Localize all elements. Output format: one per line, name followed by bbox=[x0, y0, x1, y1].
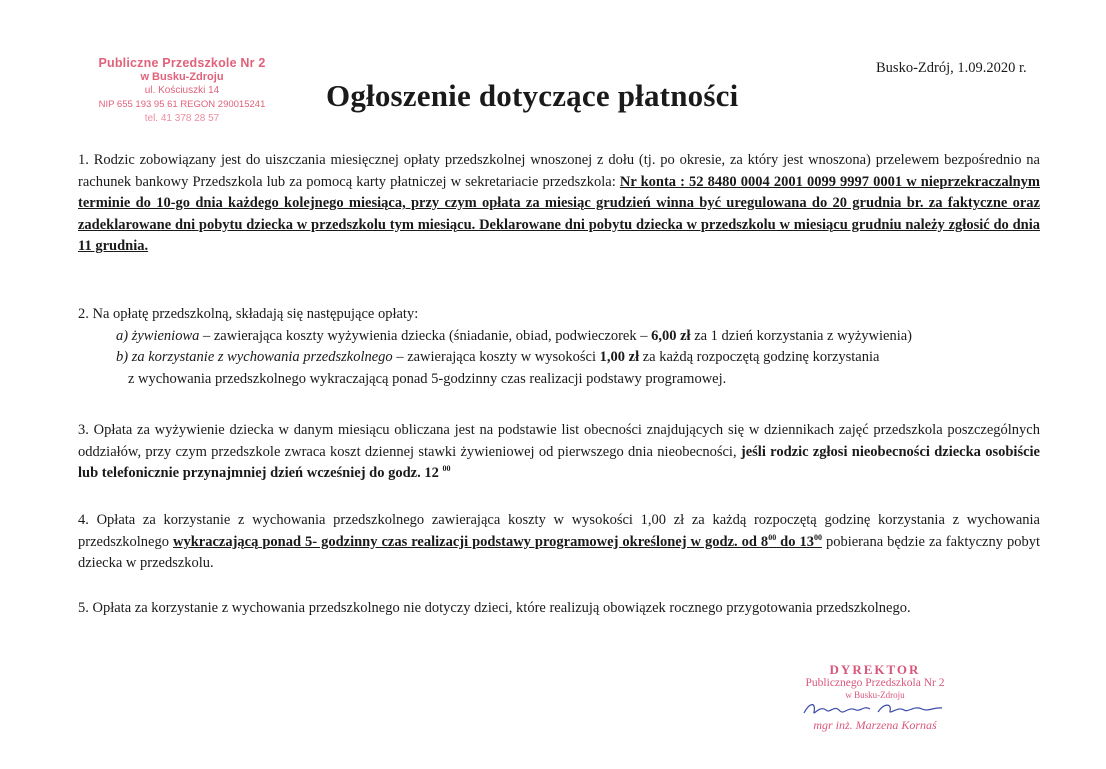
director-name: mgr inż. Marzena Kornaś bbox=[813, 718, 937, 732]
meal-rate: 6,00 zł bbox=[651, 327, 691, 344]
section-2 bbox=[78, 304, 1040, 390]
section-2-intro: 2. Na opłatę przedszkolną, składają się następujące opłaty: bbox=[78, 306, 419, 322]
stamp-city: w Busku-Zdroju bbox=[140, 71, 224, 83]
signature-scribble-icon bbox=[800, 700, 950, 718]
hours-rule: wykraczającą ponad 5- godzinny czas realizacji podstawy programowej określonej w godz. od 8 bbox=[172, 533, 769, 550]
time-superscript: 00 bbox=[442, 464, 451, 474]
stamp-street: ul. Kościuszki 14 bbox=[144, 85, 220, 96]
city-date: Busko-Zdrój, 1.09.2020 r. bbox=[876, 60, 1027, 76]
section-3 bbox=[78, 420, 1040, 485]
director-title: DYREKTOR bbox=[829, 662, 921, 677]
section-4: 4. Opłata za korzystanie z wychowania przedszkolnego zawierająca koszty w wysokości 1,00 zł za każdą rozpoczętą godzinę korzystania z wychowania przedszkolnego wykraczającą ponad 5- godzinny czas realizacji podstawy programowej określonej w godz. od $8^{00}$ do $13^{00}$ pobierana będzie za faktyczny pobyt dziecka w przedszkolu. bbox=[78, 512, 1040, 571]
fee-item-b-continued: z wychowania przedszkolnego wykraczającą ponad 5-godzinny czas realizacji podstawy programowej. bbox=[128, 370, 727, 387]
fee-item-b: b) za korzystanie z wychowania przedszkolnego – zawierająca koszty w wysokości 1,00 zł za każdą rozpoczętą godzinę korzystania bbox=[116, 349, 880, 365]
section-1-text: 1. Rodzic zobowiązany jest do uiszczania miesięcznej opłaty przedszkolnej wnoszonej z dołu (tj. po okresie, za który jest wnoszona) przelewem bezpośrednio na rachunek bankowy Przedszkola lub za pomocą karty płatniczej w sekretariacie przedszkola: bbox=[78, 152, 1040, 190]
director-school: Publicznego Przedszkola Nr 2 bbox=[805, 677, 945, 689]
stamp-school-name: Publiczne Przedszkole Nr 2 bbox=[98, 56, 266, 70]
director-city: w Busku-Zdroju bbox=[845, 690, 905, 700]
hourly-rate: 1,00 zł bbox=[599, 349, 640, 365]
fee-item-b-label: b) za korzystanie z wychowania przedszkolnego bbox=[116, 349, 393, 365]
stamp-phone: tel. 41 378 28 57 bbox=[144, 113, 220, 124]
absence-notice-rule: jeśli rodzic zgłosi nieobecności dziecka osobiście lub telefonicznie przynajmniej dzień wcześniej do godz. 12 bbox=[78, 443, 1040, 481]
stamp-ids: NIP 655 193 95 61 REGON 290015241 bbox=[98, 99, 266, 110]
section-1 bbox=[78, 150, 1040, 258]
fee-item-a: a) żywieniowa – zawierająca koszty wyżywienia dziecka (śniadanie, obiad, podwieczorek – 6,00 zł za 1 dzień korzystania z wyżywienia) bbox=[116, 327, 912, 344]
end-time-superscript: 00 bbox=[813, 532, 822, 542]
section-5: 5. Opłata za korzystanie z wychowania przedszkolnego nie dotyczy dzieci, które realizują obowiązek rocznego przygotowania przedszkolnego. bbox=[78, 600, 911, 616]
section-3-text: 3. Opłata za wyżywienie dziecka w danym miesiącu obliczana jest na podstawie list obecności znajdujących się w dziennikach zajęć przedszkola poszczególnych oddziałów, przy czym przedszkole zwraca koszt dziennej stawki żywieniowej od pierwszego dnia nieobecności, bbox=[78, 422, 1040, 460]
fee-item-a-label: a) żywieniowa bbox=[116, 327, 200, 344]
section-4-text: 4. Opłata za korzystanie z wychowania przedszkolnego zawierająca koszty w wysokości 1,00 zł za każdą rozpoczętą godzinę korzystania z wychowania przedszkolnego bbox=[78, 512, 1040, 550]
handwritten-signature bbox=[780, 700, 970, 718]
account-number-terms: Nr konta : 52 8480 0004 2001 0099 9997 0001 w nieprzekraczalnym terminie do 10-go dnia każdego kolejnego miesiąca, przy czym opłata za miesiąc grudzień winna być uregulowana do 20 grudnia br. za faktyczne oraz zadeklarowane dni pobytu dziecka w przedszkolu tym miesiącu. Deklarowane dni pobytu dziecka w przedszkolu w miesiącu grudniu należy zgłosić do dnia 11 grudnia. bbox=[78, 173, 1040, 254]
document-title: Ogłoszenie dotyczące płatności bbox=[326, 78, 739, 113]
start-time-superscript: 00 bbox=[768, 532, 777, 542]
director-signature-stamp bbox=[780, 662, 970, 732]
school-stamp bbox=[92, 56, 272, 126]
